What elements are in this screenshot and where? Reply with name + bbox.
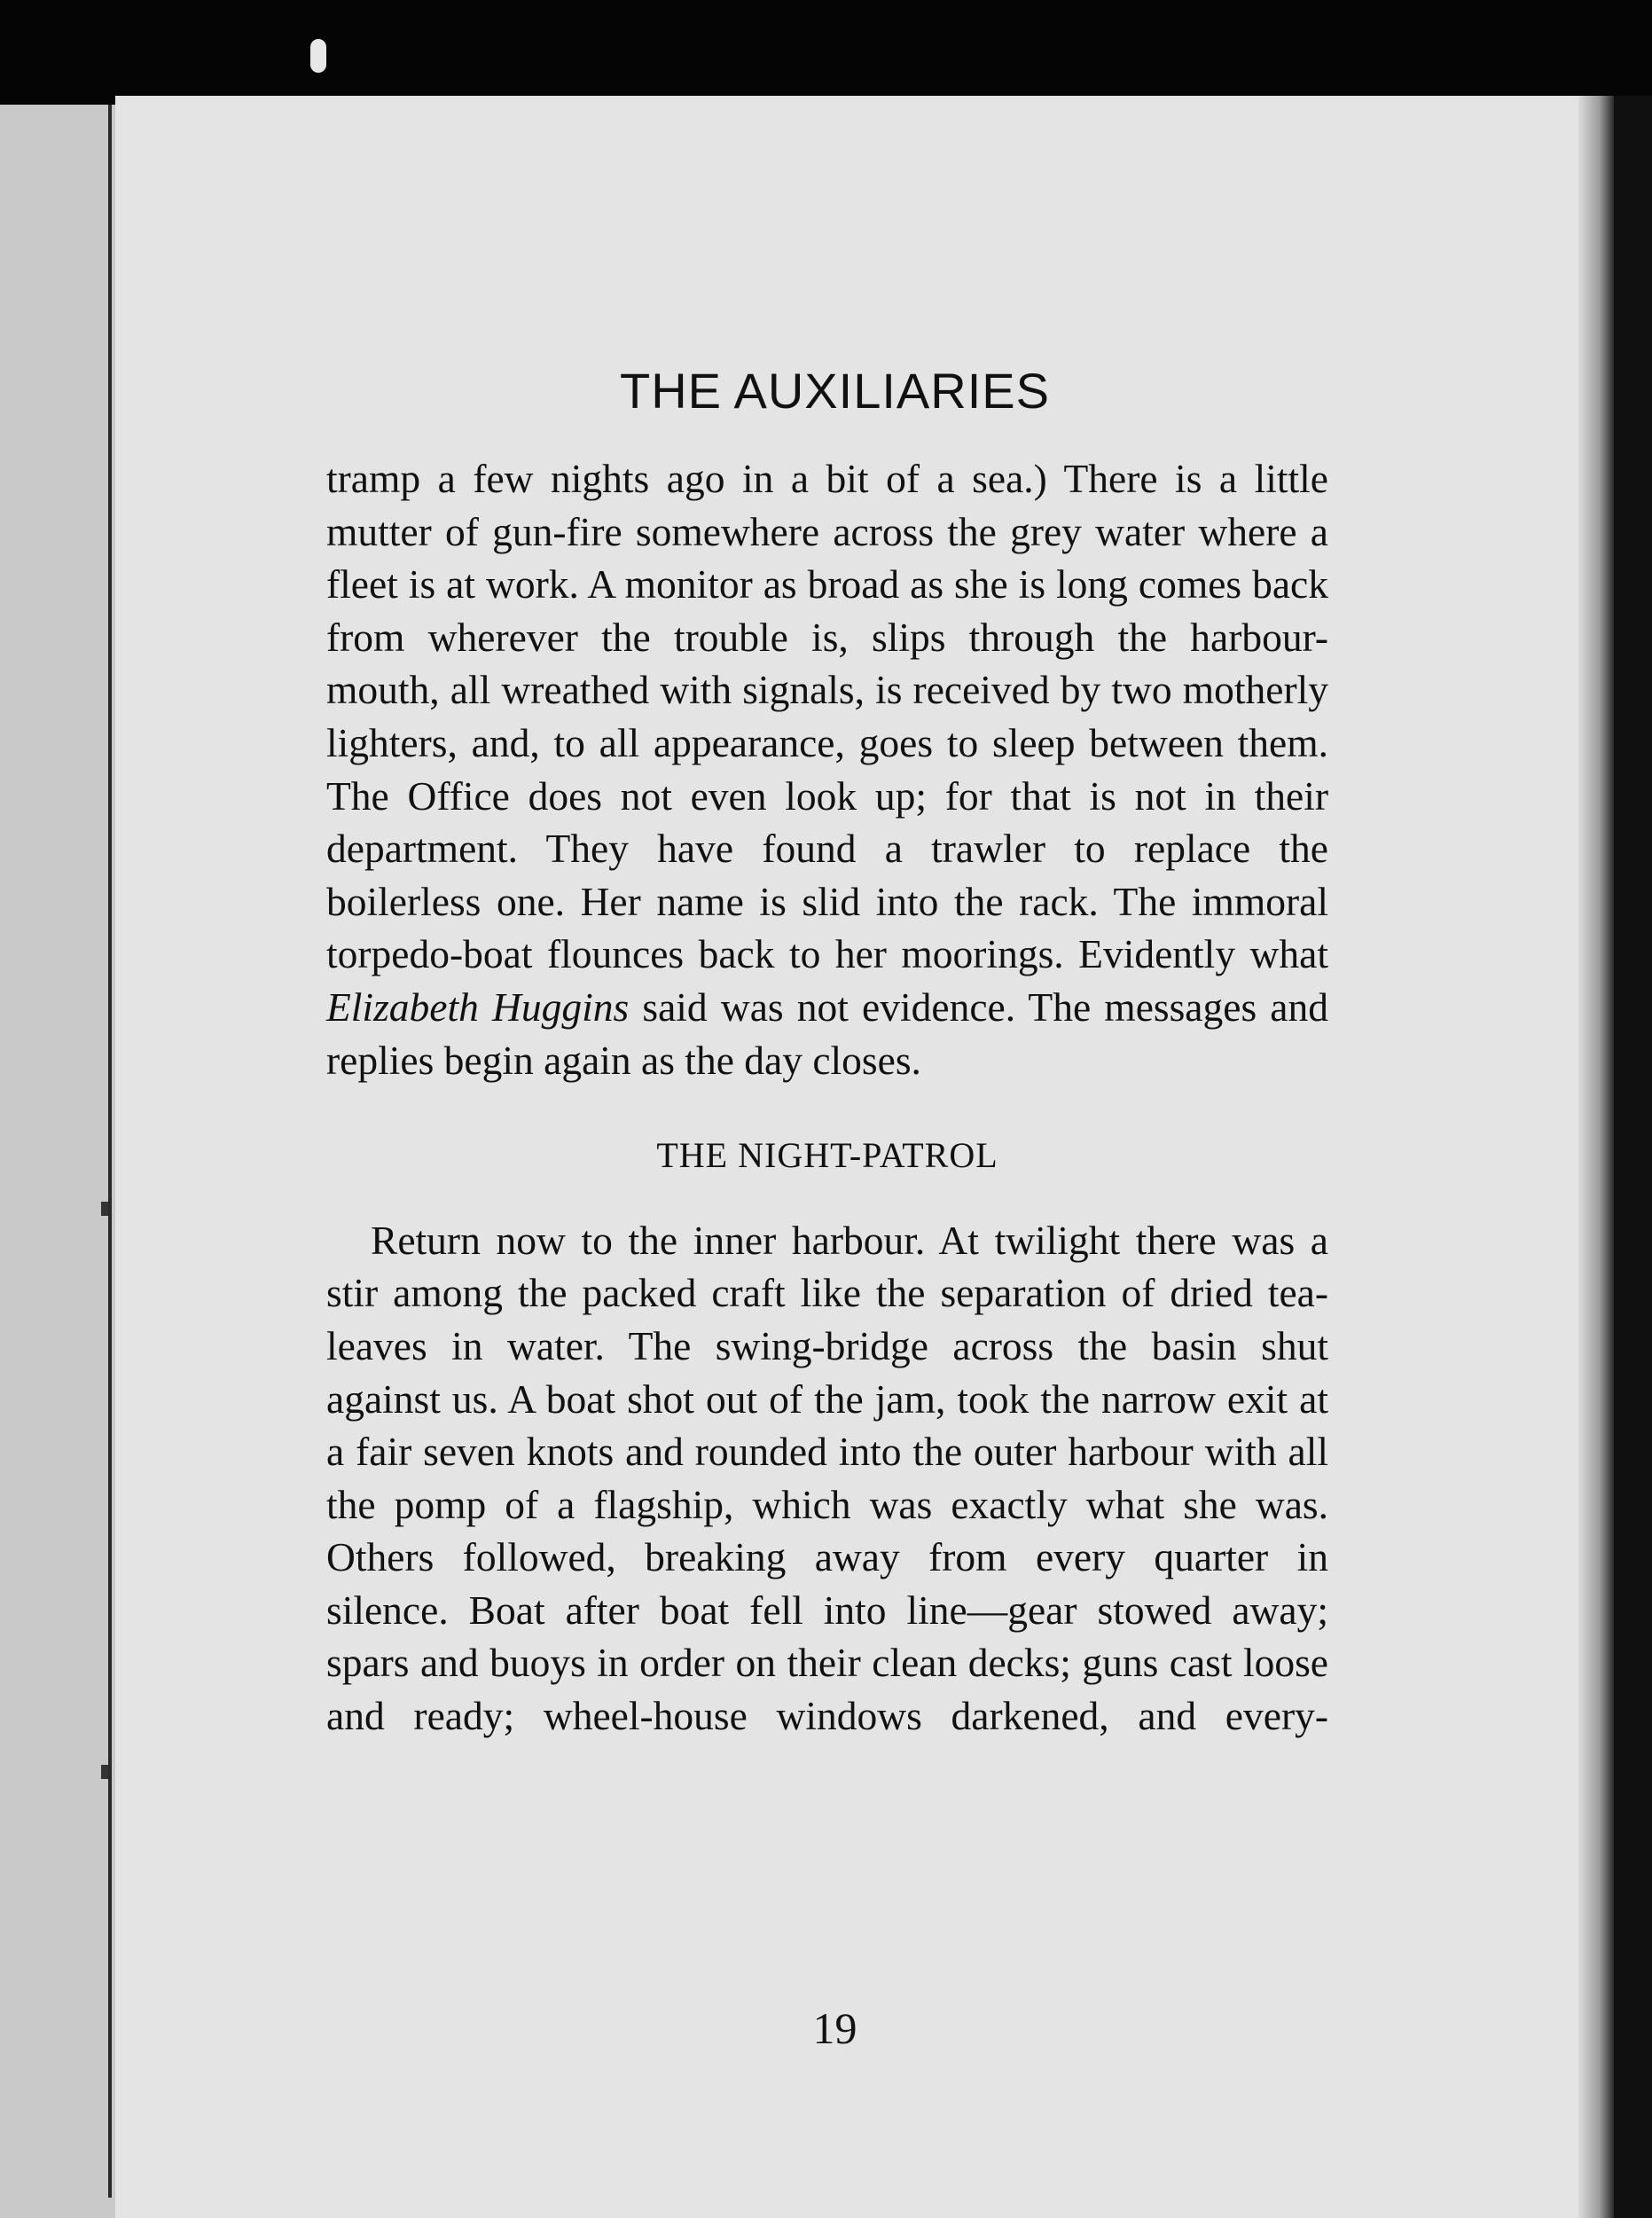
spine-mark xyxy=(101,1202,108,1216)
spine-line xyxy=(108,105,112,2198)
paragraph-text: tramp a few nights ago in a bit of a sea.) There is a little mutter of gun-fire somewhere across the grey water where a fleet is at work. A monitor as broad as she is long comes back from wherever the trouble is, slips through the harbour-mouth, all wreathed with signals, is received by two motherly lighters, and, to all appearance, goes to sleep between them. The Office does not even look up; for that is not in their department. They have found a trawler to replace the boilerless one. Her name is slid into the rack. The immoral torpedo-boat flounces back to her moorings. Evidently what xyxy=(326,456,1328,977)
paragraph xyxy=(326,452,1328,1086)
page-number: 19 xyxy=(812,2003,857,2053)
scan-border-right xyxy=(1614,96,1652,2218)
spine-shadow xyxy=(0,105,115,2218)
punch-hole xyxy=(310,39,326,73)
section-heading: THE NIGHT-PATROL xyxy=(656,1135,998,1176)
book-page xyxy=(115,96,1605,2218)
spine-mark xyxy=(101,1765,108,1779)
running-head: THE AUXILIARIES xyxy=(620,363,1050,419)
italic-name: Elizabeth Huggins xyxy=(326,984,630,1030)
body-text xyxy=(326,452,1328,1743)
paragraph: Return now to the inner harbour. At twilight there was a stir among the packed craft like the separation of dried tea-leaves in water. The swing-bridge across the basin shut against us. A boat shot out of the jam, took the narrow exit at a fair seven knots and rounded into the outer harbour with all the pomp of a flagship, which was exactly what she was. Others followed, breaking away from every quarter in silence. Boat after boat fell into line—gear stowed away; spars and buoys in order on their clean decks; guns cast loose and ready; wheel-house windows darkened, and every- xyxy=(326,1217,1328,1739)
scan-border-top xyxy=(0,0,1652,105)
paragraph-text-tail: said was not evidence. The messages and replies begin again as the day closes. xyxy=(326,984,1329,1083)
page-edge-shadow xyxy=(1578,96,1614,2218)
